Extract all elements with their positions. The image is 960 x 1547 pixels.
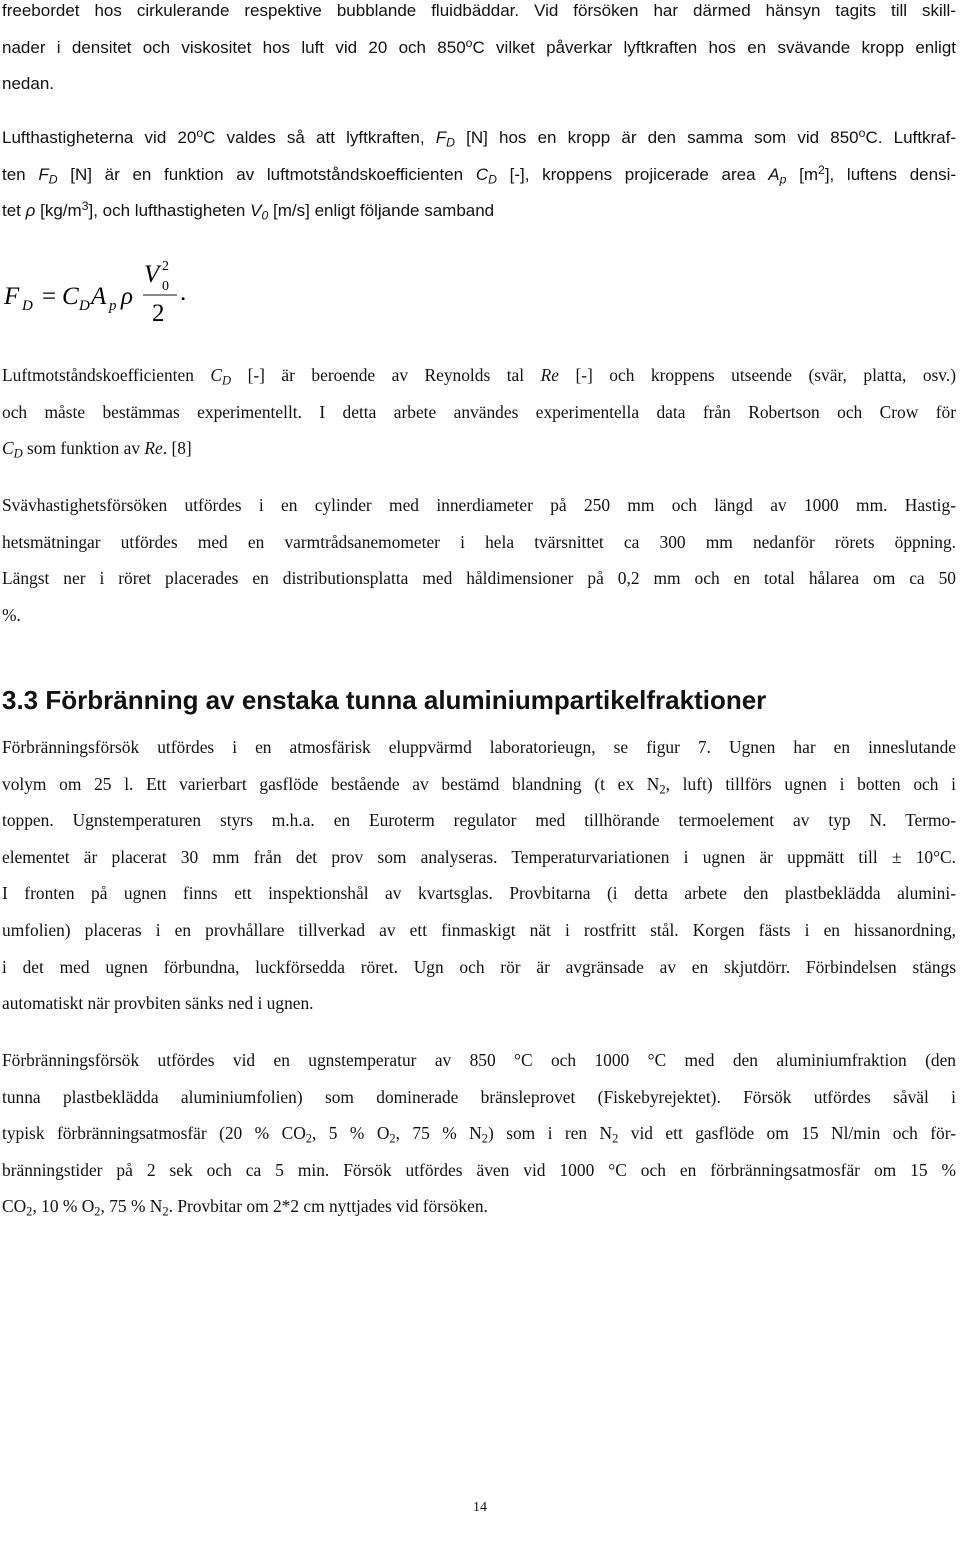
text-line: freebordet hos cirkulerande respektive bubblande fluidbäddar. Vid försöken har därmed hänsyn tagits till skill-	[2, 1, 956, 20]
text-span: C vilket påverkar lyftkraften hos en svävande kropp enligt	[472, 37, 956, 57]
subscript: 2	[26, 1204, 33, 1219]
paragraph-drag-coefficient	[2, 357, 956, 467]
superscript: o	[465, 35, 473, 50]
symbol-F: F	[38, 164, 49, 184]
formula-A: A	[91, 283, 107, 310]
text-span: [-] är beroende av Reynolds tal	[247, 365, 525, 385]
text-span: som funktion av	[27, 438, 141, 459]
superscript: o	[196, 125, 204, 140]
text-line	[2, 120, 956, 157]
paragraph-intro	[2, 0, 956, 103]
symbol-C: C	[210, 365, 223, 385]
paragraph-furnace	[2, 729, 956, 1022]
text-line	[2, 30, 956, 67]
text-line: hetsmätningar utfördes med en varmtrådsanemometer i hela tvärsnittet ca 300 mm nedanför rörets öppning.	[2, 531, 956, 552]
text-span: [-] och kroppens utseende (svär, platta, osv.)	[575, 365, 957, 385]
text-span: , luft) tillförs ugnen i botten och i	[665, 773, 956, 794]
subscript: 2	[94, 1204, 101, 1219]
text-span: , 75 % N	[395, 1123, 482, 1144]
symbol-Re: Re	[540, 365, 559, 385]
subscript: D	[446, 135, 455, 150]
text-span: [kg/m	[40, 201, 82, 221]
text-span: volym om 25 l. Ett varierbart gasflöde bestående av bestämd blandning (t ex N	[2, 773, 660, 794]
subscript: 2	[612, 1131, 619, 1146]
text-line	[2, 430, 956, 467]
text-line: Förbränningsförsök utfördes i en atmosfärisk eluppvärmd laboratorieugn, se figur 7. Ugnen har en inneslutande	[2, 737, 956, 757]
paragraph-combustion-tests	[2, 1042, 956, 1225]
text-line	[2, 357, 956, 394]
subscript: 2	[389, 1131, 396, 1146]
text-span: ) som i ren N	[487, 1123, 613, 1144]
formula-sub-D: D	[22, 298, 33, 314]
text-span: typisk förbränningsatmosfär (20 % CO	[2, 1123, 306, 1144]
subscript: D	[222, 373, 232, 388]
text-line: automatiskt när provbiten sänks ned i ugnen.	[2, 993, 314, 1014]
text-span: tet	[2, 201, 21, 221]
text-line: Svävhastighetsförsöken utfördes i en cylinder med innerdiameter på 250 mm och längd av 1000 mm. Hastig-	[2, 495, 956, 515]
symbol-V: V	[250, 201, 262, 221]
text-span: , 5 % O	[312, 1123, 390, 1144]
symbol-C: C	[475, 164, 489, 184]
subscript: p	[779, 172, 787, 187]
text-line: bränningstider på 2 sek och ca 5 min. Försök utfördes även vid 1000 °C och en förbränningsatmosfär om 15 %	[2, 1159, 956, 1180]
subscript: 2	[162, 1204, 169, 1219]
symbol-rho: ρ	[25, 201, 36, 221]
text-line	[2, 157, 956, 194]
text-line: Längst ner i röret placerades en distributionsplatta med håldimensioner på 0,2 mm och en total hålarea om ca 50	[2, 568, 956, 589]
text-span: [N] är en funktion av luftmotståndskoefficienten	[70, 164, 464, 184]
symbol-F: F	[435, 128, 447, 147]
text-line: nedan.	[2, 74, 54, 94]
text-span: [-], kroppens projicerade area	[509, 164, 756, 184]
subscript: 2	[481, 1131, 488, 1146]
formula-sub-p: p	[109, 298, 117, 314]
subscript: D	[488, 172, 497, 187]
text-line	[2, 193, 956, 230]
formula-rho: ρ	[121, 283, 133, 310]
formula-denominator: 2	[152, 300, 165, 327]
text-line: toppen. Ugnstemperaturen styrs m.h.a. en Euroterm regulator med tillhörande termoelement av typ N. Termo-	[2, 810, 956, 831]
text-line: tunna plastbeklädda aluminiumfolien) som dominerade bränsleprovet (Fiskebyrejektet). Försök utfördes såväl i	[2, 1086, 956, 1107]
text-span: C valdes så att lyftkraften,	[203, 128, 425, 147]
subscript: D	[48, 172, 58, 187]
formula-equals: =	[42, 283, 57, 310]
formula-sub-0: 0	[162, 279, 169, 294]
text-line: Förbränningsförsök utfördes vid en ugnstemperatur av 850 °C och 1000 °C med den aluminiumfraktion (den	[2, 1050, 956, 1070]
superscript: o	[858, 125, 866, 140]
paragraph-levitation-tests	[2, 487, 956, 633]
text-span: nader i densitet och viskositet hos luft vid 20 och 850	[2, 37, 466, 57]
symbol-A: A	[768, 164, 780, 184]
text-span: Luftmotståndskoefficienten	[2, 365, 194, 385]
text-span: Lufthastigheterna vid 20	[2, 128, 197, 147]
text-span: , 75 % N	[100, 1196, 163, 1217]
text-span: [m	[799, 164, 818, 184]
text-span: CO	[2, 1196, 27, 1217]
text-line	[2, 766, 956, 803]
text-line	[2, 1188, 956, 1225]
text-line: %.	[2, 604, 21, 625]
subscript: 2	[305, 1131, 313, 1146]
text-span: vid ett gasflöde om 15 Nl/min och för-	[630, 1123, 956, 1144]
text-line: i det med ugnen förbundna, luckförsedda röret. Ugn och rör är avgränsade av en skjutdörr. Förbindelsen stängs	[2, 956, 956, 977]
text-span: C. Luftkraf-	[865, 128, 956, 147]
formula-period: .	[180, 279, 187, 306]
symbol-C: C	[2, 438, 14, 459]
text-line	[2, 1115, 956, 1152]
text-span: . [8]	[162, 438, 192, 459]
text-line: umfolien) placeras i en provhållare tillverkad av ett finmaskigt nät i rostfritt stål. Korgen fästs i en hissanordning,	[2, 919, 956, 940]
page-number: 14	[473, 1500, 487, 1515]
formula-F: F	[4, 283, 20, 310]
formula-sub-D: D	[79, 298, 90, 314]
text-span: ], och lufthastigheten	[88, 201, 246, 221]
formula-C: C	[62, 283, 79, 310]
symbol-Re: Re	[144, 438, 163, 459]
paragraph-lift-force	[2, 120, 956, 230]
superscript: 2	[818, 162, 825, 177]
text-span: ten	[2, 164, 26, 184]
text-line: elementet är placerat 30 mm från det prov som analyseras. Temperaturvariationen i ugnen är uppmätt till ± 10°C.	[2, 846, 956, 867]
formula-sup-2: 2	[162, 259, 169, 274]
text-line: och måste bestämmas experimentellt. I detta arbete användes experimentella data från Robertson och Crow för	[2, 401, 956, 422]
section-heading: 3.3 Förbränning av enstaka tunna aluminiumpartikelfraktioner	[2, 685, 767, 715]
text-span: , 10 % O	[32, 1196, 95, 1217]
text-span: . Provbitar om 2*2 cm nyttjades vid försöken.	[168, 1196, 488, 1217]
subscript: 0	[261, 208, 269, 223]
text-span: [m/s] enligt följande samband	[273, 201, 495, 221]
subscript: D	[13, 446, 23, 461]
subscript: 2	[659, 782, 666, 797]
formula-V: V	[144, 261, 160, 288]
drag-force-formula	[2, 258, 402, 330]
superscript: 3	[81, 199, 89, 214]
text-span: ], luftens densi-	[824, 164, 957, 184]
text-line: I fronten på ugnen finns ett inspektionshål av kvartsglas. Provbitarna (i detta arbete den plastbeklädda alumini-	[2, 883, 956, 904]
text-span: [N] hos en kropp är den samma som vid 850	[466, 128, 859, 147]
